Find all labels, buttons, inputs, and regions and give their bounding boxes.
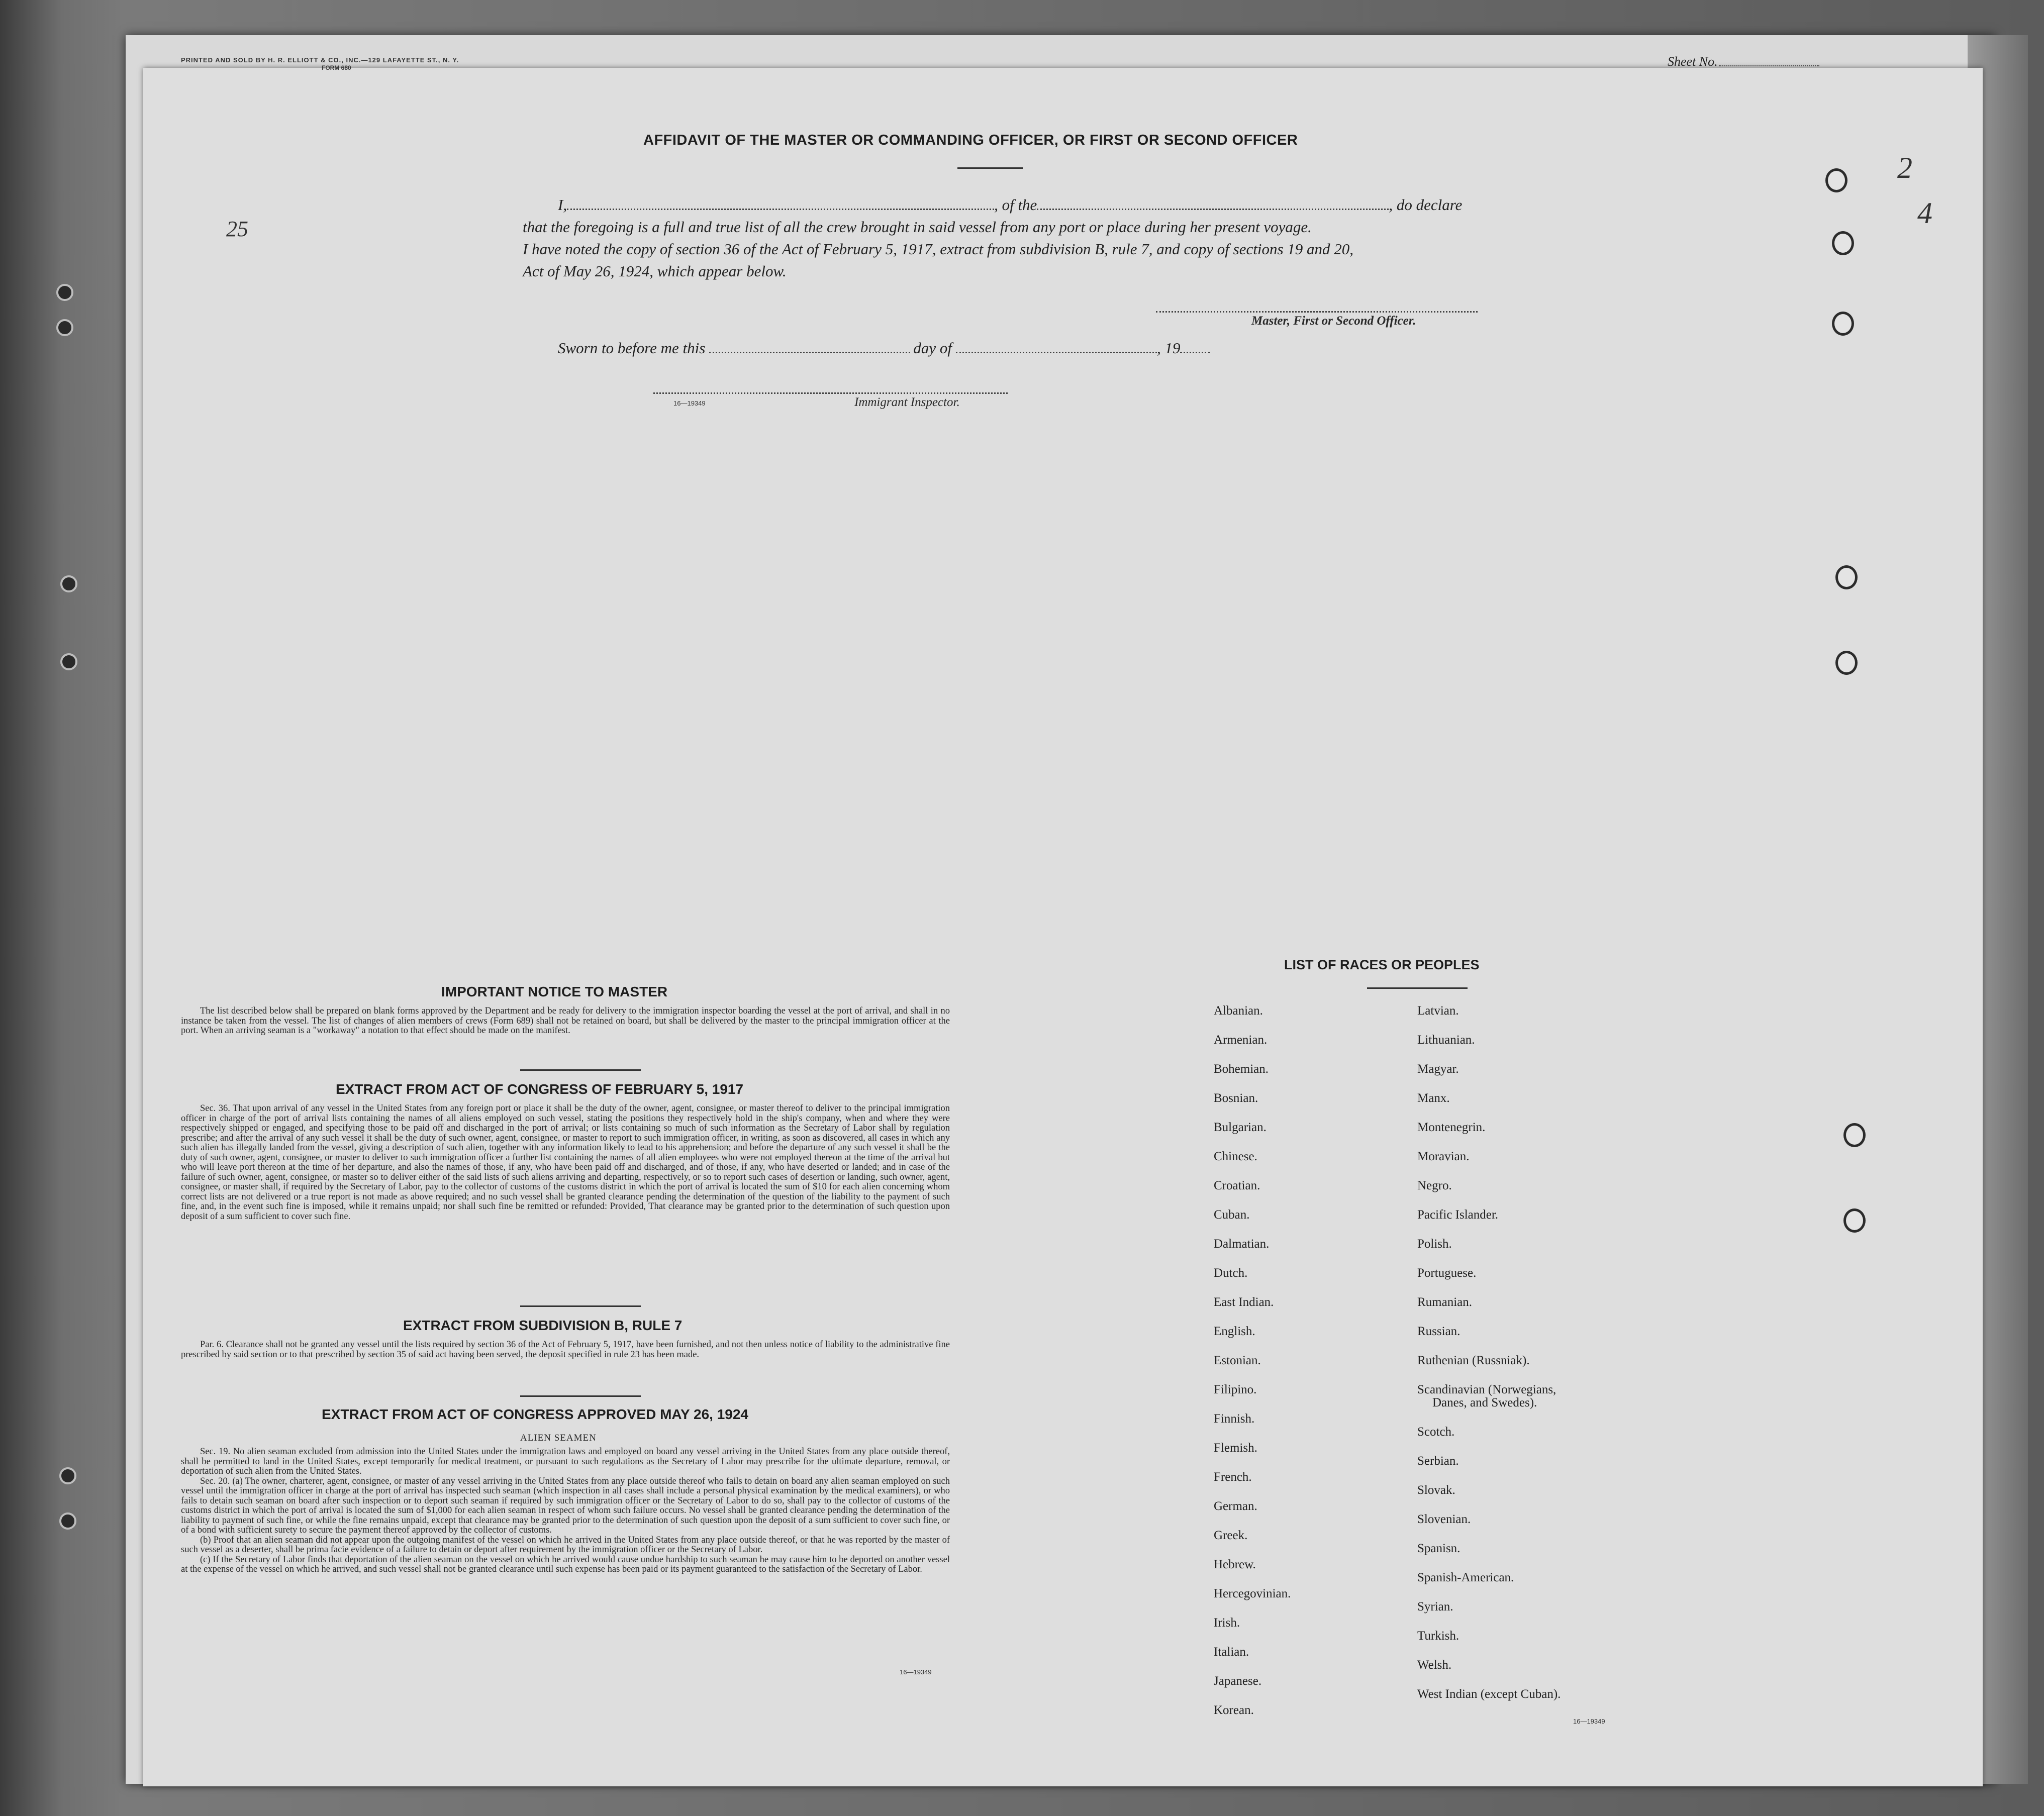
notice-title: IMPORTANT NOTICE TO MASTER xyxy=(441,984,668,999)
binder-hole xyxy=(60,575,77,592)
sheet-no-label: Sheet No. xyxy=(1668,54,1718,69)
rule7-body xyxy=(181,1340,950,1360)
binder-ring xyxy=(1832,312,1854,336)
sec-20c-text: (c) If the Secretary of Labor finds that deportation of the alien seaman on the vessel on which he arrived would cause undue hardship to such seaman he may cause him to be deported on another vessel at the expense of the vessel on which he arrived, and such vessel shall not be granted clearance until such expense has been paid or its payment guaranteed to the satisfaction of the Secretary of Labor. xyxy=(181,1554,950,1574)
sec-36-text: Sec. 36. That upon arrival of any vessel in the United States from any foreign port or place it shall be the duty of the owner, agent, consignee, or master thereof to deliver to the principal immigration officer in charge of the port of arrival lists containing the names of all aliens employed on such vessel, stating the positions they respectively hold in the ship's company, when and where they were respectively shipped or engaged, and specifying those to be paid off and discharged in the port of arrival; or lists containing so much of such information as the Secretary of Labor shall by regulation prescribe; and after the arrival of any such vessel it shall be the duty of such owner, agent, consignee, or master to report to such immigration officer, in writing, as soon as discovered, all cases in which any such alien has illegally landed from the vessel, giving a description of such alien, together with any information likely to lead to his apprehension; and before the departure of any such vessel it shall be the duty of such owner, agent, consignee, or master to deliver to such immigration officer a further list containing the names of all alien employees who were not employed thereon at the time of the arrival but who will leave port thereon at the time of her departure, and also the names of those, if any, who have been paid off and discharged, and of those, if any, who have deserted or landed; and in case of the failure of such owner, agent, consignee, or master so to deliver either of the said lists of such aliens arriving and departing, respectively, or so to report such cases of desertion or landing, such owner, agent, consignee, or master shall, if required by the Secretary of Labor, pay to the collector of customs of the customs district in which the port of arrival is located the sum of $10 for each alien concerning whom correct lists are not delivered or a true report is not made as above required; and no such vessel shall be granted clearance pending the determination of the question of the liability to the payment of such fine, and, in the event such fine is imposed, while it remains unpaid; nor shall such fine be remitted or refunded: Provided, That clearance may be granted prior to the determination of such question upon deposit of a sum sufficient to cover such fine. xyxy=(181,1103,950,1222)
day-of-text: day of xyxy=(913,339,952,357)
race-item: Magyar. xyxy=(1417,1062,1459,1076)
binder-ring xyxy=(1835,565,1858,589)
race-item: Italian. xyxy=(1214,1645,1249,1659)
race-item: Croatian. xyxy=(1214,1179,1260,1192)
form-code: 16—19349 xyxy=(1573,1718,1605,1725)
race-item: Welsh. xyxy=(1417,1658,1452,1672)
race-item: Bulgarian. xyxy=(1214,1121,1267,1134)
race-item: Spanisn. xyxy=(1417,1542,1461,1556)
do-declare-text: , do declare xyxy=(1389,196,1463,214)
sec-20b-text: (b) Proof that an alien seaman did not appear upon the outgoing manifest of the vessel on which he arrived in the United States from any place outside thereof, or that he was reported by the master of such vessel as a deserter, shall be prima facie evidence of a failure to detain or deport after requirement by the immigration officer or the Secretary of Labor. xyxy=(181,1535,950,1555)
binder-hole xyxy=(56,284,73,301)
races-rule xyxy=(1367,987,1468,989)
race-item: Flemish. xyxy=(1214,1441,1257,1455)
race-item: Negro. xyxy=(1417,1179,1452,1192)
form-code: 16—19349 xyxy=(900,1668,932,1676)
race-item: Scotch. xyxy=(1417,1425,1455,1439)
race-item: Japanese. xyxy=(1214,1674,1262,1688)
affidavit-line-2: that the foregoing is a full and true list of all the crew brought in said vessel from any port or place during her present voyage. xyxy=(523,218,1312,236)
race-item: French. xyxy=(1214,1470,1252,1484)
race-item: Ruthenian (Russniak). xyxy=(1417,1354,1530,1367)
race-item: Estonian. xyxy=(1214,1354,1261,1367)
race-item: Russian. xyxy=(1417,1325,1461,1338)
race-item: East Indian. xyxy=(1214,1295,1274,1309)
binder-ring xyxy=(1825,168,1847,192)
printer-line: PRINTED AND SOLD BY H. R. ELLIOTT & CO., INC.—129 LAFAYETTE ST., N. Y. xyxy=(181,56,459,64)
race-item: Finnish. xyxy=(1214,1412,1255,1426)
section-rule xyxy=(520,1305,641,1307)
par-6-text: Par. 6. Clearance shall not be granted any vessel until the lists required by section 36 of the Act of February 5, 1917, have been furnished, and not then unless notice of liability to the administrative fine prescribed by said section or to that prescribed by section 35 of said act having been served, the deposit specified in rule 23 has been made. xyxy=(181,1340,950,1360)
of-the-text: , of the xyxy=(994,196,1037,214)
affidavit-line-1 xyxy=(558,196,1462,214)
form-number: FORM 680 xyxy=(322,64,351,71)
race-item: Manx. xyxy=(1417,1091,1450,1105)
master-signature-blank[interactable] xyxy=(1156,311,1478,313)
binder-ring xyxy=(1832,231,1854,255)
binder-ring xyxy=(1835,651,1858,675)
binder-hole xyxy=(56,319,73,336)
race-item: English. xyxy=(1214,1325,1255,1338)
race-item: Pacific Islander. xyxy=(1417,1208,1499,1222)
race-item: Syrian. xyxy=(1417,1600,1453,1614)
year-blank[interactable] xyxy=(1180,351,1210,353)
extract-1924-body xyxy=(181,1447,950,1575)
race-item: Scandinavian (Norwegians, xyxy=(1417,1383,1556,1396)
inspector-signature-blank[interactable] xyxy=(653,392,1008,394)
alien-seamen-subtitle: ALIEN SEAMEN xyxy=(520,1433,597,1443)
section-rule xyxy=(520,1395,641,1397)
inspector-label: Immigrant Inspector. xyxy=(854,395,960,409)
sec-20a-text: Sec. 20. (a) The owner, charterer, agent, consignee, or master of any vessel arriving in the United States from any place outside thereof who fails to detain on board any alien seaman employed on such vessel until the immigration officer in charge at the port of arrival has inspected such seaman (which inspection in all cases shall include a personal physical examination by the medical examiners), or who fails to detain such seaman on board after such inspection or to deport such seaman if required by such immigration officer or the Secretary of Labor to do so, shall pay to the collector of customs of the customs district in which the port of arrival is located the sum of $1,000 for each alien seaman in respect of whom such failure occurs. No vessel shall be granted clearance pending the determination of the liability to payment of such fine, or while the fine remains unpaid, except that clearance may be granted prior to the determination of such question upon the deposit of a sum sufficient to cover such fine, or of a bond with sufficient surety to secure the payment thereof approved by the collector of customs. xyxy=(181,1476,950,1535)
affidavit-line-3: I have noted the copy of section 36 of the Act of February 5, 1917, extract from subdivision B, rule 7, and copy of sections 19 and 20, xyxy=(523,240,1354,258)
affidavit-title: AFFIDAVIT OF THE MASTER OR COMMANDING OFFICER, OR FIRST OR SECOND OFFICER xyxy=(643,132,1298,148)
race-item: Korean. xyxy=(1214,1703,1254,1717)
race-item: Danes, and Swedes). xyxy=(1432,1396,1537,1410)
race-item: Hercegovinian. xyxy=(1214,1587,1291,1600)
race-item: Slovak. xyxy=(1417,1483,1455,1497)
vessel-blank[interactable] xyxy=(1037,208,1389,210)
extract-1917-body xyxy=(181,1104,950,1222)
race-item: Albanian. xyxy=(1214,1004,1263,1018)
day-blank[interactable] xyxy=(709,351,910,353)
race-item: Slovenian. xyxy=(1417,1512,1471,1527)
binder-ring xyxy=(1843,1208,1866,1233)
race-item: Hebrew. xyxy=(1214,1558,1256,1571)
section-rule xyxy=(520,1069,641,1071)
race-item: Moravian. xyxy=(1417,1150,1470,1163)
affidavit-i: I, xyxy=(558,196,567,214)
affidavit-line-4: Act of May 26, 1924, which appear below. xyxy=(523,262,787,280)
race-item: Portuguese. xyxy=(1417,1266,1477,1280)
binder-hole xyxy=(59,1512,76,1530)
sworn-text: Sworn to before me this xyxy=(558,339,706,357)
race-item: Greek. xyxy=(1214,1529,1248,1542)
name-blank[interactable] xyxy=(567,208,994,210)
race-item: West Indian (except Cuban). xyxy=(1417,1687,1561,1701)
extract-1924-title: EXTRACT FROM ACT OF CONGRESS APPROVED MAY 26, 1924 xyxy=(322,1406,748,1422)
race-item: German. xyxy=(1214,1499,1257,1513)
race-item: Armenian. xyxy=(1214,1033,1268,1047)
race-item: Bosnian. xyxy=(1214,1091,1258,1105)
master-signature-label: Master, First or Second Officer. xyxy=(1251,314,1416,328)
race-item: Irish. xyxy=(1214,1616,1240,1630)
extract-1917-title: EXTRACT FROM ACT OF CONGRESS OF FEBRUARY 5, 1917 xyxy=(336,1081,744,1097)
race-item: Rumanian. xyxy=(1417,1295,1473,1309)
rule7-title: EXTRACT FROM SUBDIVISION B, RULE 7 xyxy=(403,1318,683,1333)
race-item: Filipino. xyxy=(1214,1383,1257,1396)
sheet-no-line xyxy=(1719,65,1819,66)
title-rule xyxy=(957,167,1023,169)
month-blank[interactable] xyxy=(956,351,1157,353)
margin-mark: 4 xyxy=(1917,196,1932,230)
race-item: Montenegrin. xyxy=(1417,1121,1486,1134)
sworn-line xyxy=(558,339,1210,357)
notice-body xyxy=(181,1006,950,1036)
race-item: Serbian. xyxy=(1417,1454,1459,1468)
binder-ring xyxy=(1843,1123,1866,1147)
sec-19-text: Sec. 19. No alien seaman excluded from admission into the United States under the immigration laws and employed on board any vessel arriving in the United States from any place outside thereof, shall be permitted to land in the United States, except temporarily for medical treatment, or pursuant to such regulations as the Secretary of Labor may prescribe for the ultimate departure, removal, or deportation of such alien from the United States. xyxy=(181,1447,950,1476)
race-item: Polish. xyxy=(1417,1237,1452,1251)
race-item: Cuban. xyxy=(1214,1208,1250,1222)
race-item: Lithuanian. xyxy=(1417,1033,1475,1047)
binder-hole xyxy=(60,653,77,670)
race-item: Dutch. xyxy=(1214,1266,1248,1280)
race-item: Spanish-American. xyxy=(1417,1571,1514,1585)
race-item: Bohemian. xyxy=(1214,1062,1269,1076)
race-item: Latvian. xyxy=(1417,1004,1459,1018)
race-item: Turkish. xyxy=(1417,1629,1459,1643)
year-prefix: , 19 xyxy=(1156,339,1181,357)
margin-mark: 2 xyxy=(1897,151,1912,184)
binder-hole xyxy=(59,1467,76,1484)
race-item: Chinese. xyxy=(1214,1150,1257,1163)
notice-text: The list described below shall be prepared on blank forms approved by the Department and be ready for delivery to the immigration inspector boarding the vessel at the port of arrival, and shall in no instance be taken from the vessel. The list of changes of alien members of crews (Form 689) shall not be retained on board, but shall be delivered by the master to the principal immigration officer at the port. When an arriving seaman is a "workaway" a notation to that effect should be made on the manifest. xyxy=(181,1006,950,1036)
form-code: 16—19349 xyxy=(673,399,706,407)
race-item: Dalmatian. xyxy=(1214,1237,1270,1251)
margin-mark: 25 xyxy=(226,217,248,241)
races-title: LIST OF RACES OR PEOPLES xyxy=(1284,957,1480,972)
